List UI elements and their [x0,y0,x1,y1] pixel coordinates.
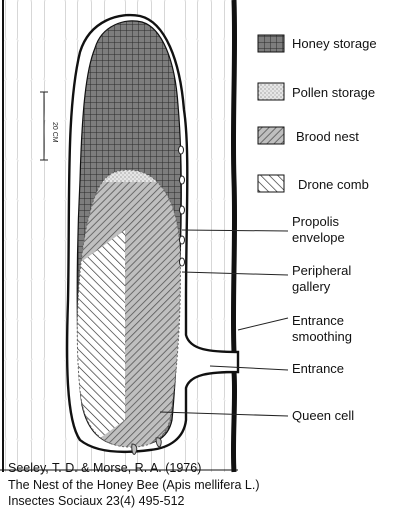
scale-bar-label: 20 CM [51,122,58,143]
legend-swatch-drone [258,175,284,192]
callout-gallery-line2: gallery [292,279,331,294]
callout-entrance-smoothing [292,313,352,345]
legend-swatch-pollen [258,83,284,100]
callout-propolis-line2: envelope [292,230,345,245]
legend-drone-comb: Drone comb [298,177,369,192]
citation-line2: The Nest of the Honey Bee (Apis mellifera L.) [8,477,260,492]
callout-gallery-line1: Peripheral [292,263,352,278]
callout-smoothing-line2: smoothing [292,329,352,344]
leader-smoothing [238,318,288,330]
callout-smoothing-line1: Entrance [292,313,345,328]
legend-brood-nest: Brood nest [296,129,359,144]
callout-queen-cell: Queen cell [292,408,355,423]
callout-propolis-envelope [292,214,345,246]
callout-entrance: Entrance [292,361,345,376]
legend-swatch-brood [258,127,284,144]
callout-propolis-line1: Propolis [292,214,339,229]
citation-line1: Seeley, T. D. & Morse, R. A. (1976) [8,461,202,475]
legend-pollen-storage: Pollen storage [292,85,376,100]
citation [8,460,260,510]
citation-line3: Insectes Sociaux 23(4) 495-512 [8,494,185,508]
legend-honey-storage: Honey storage [292,36,377,51]
legend-swatch-honey [258,35,284,52]
callout-peripheral-gallery [292,263,351,295]
